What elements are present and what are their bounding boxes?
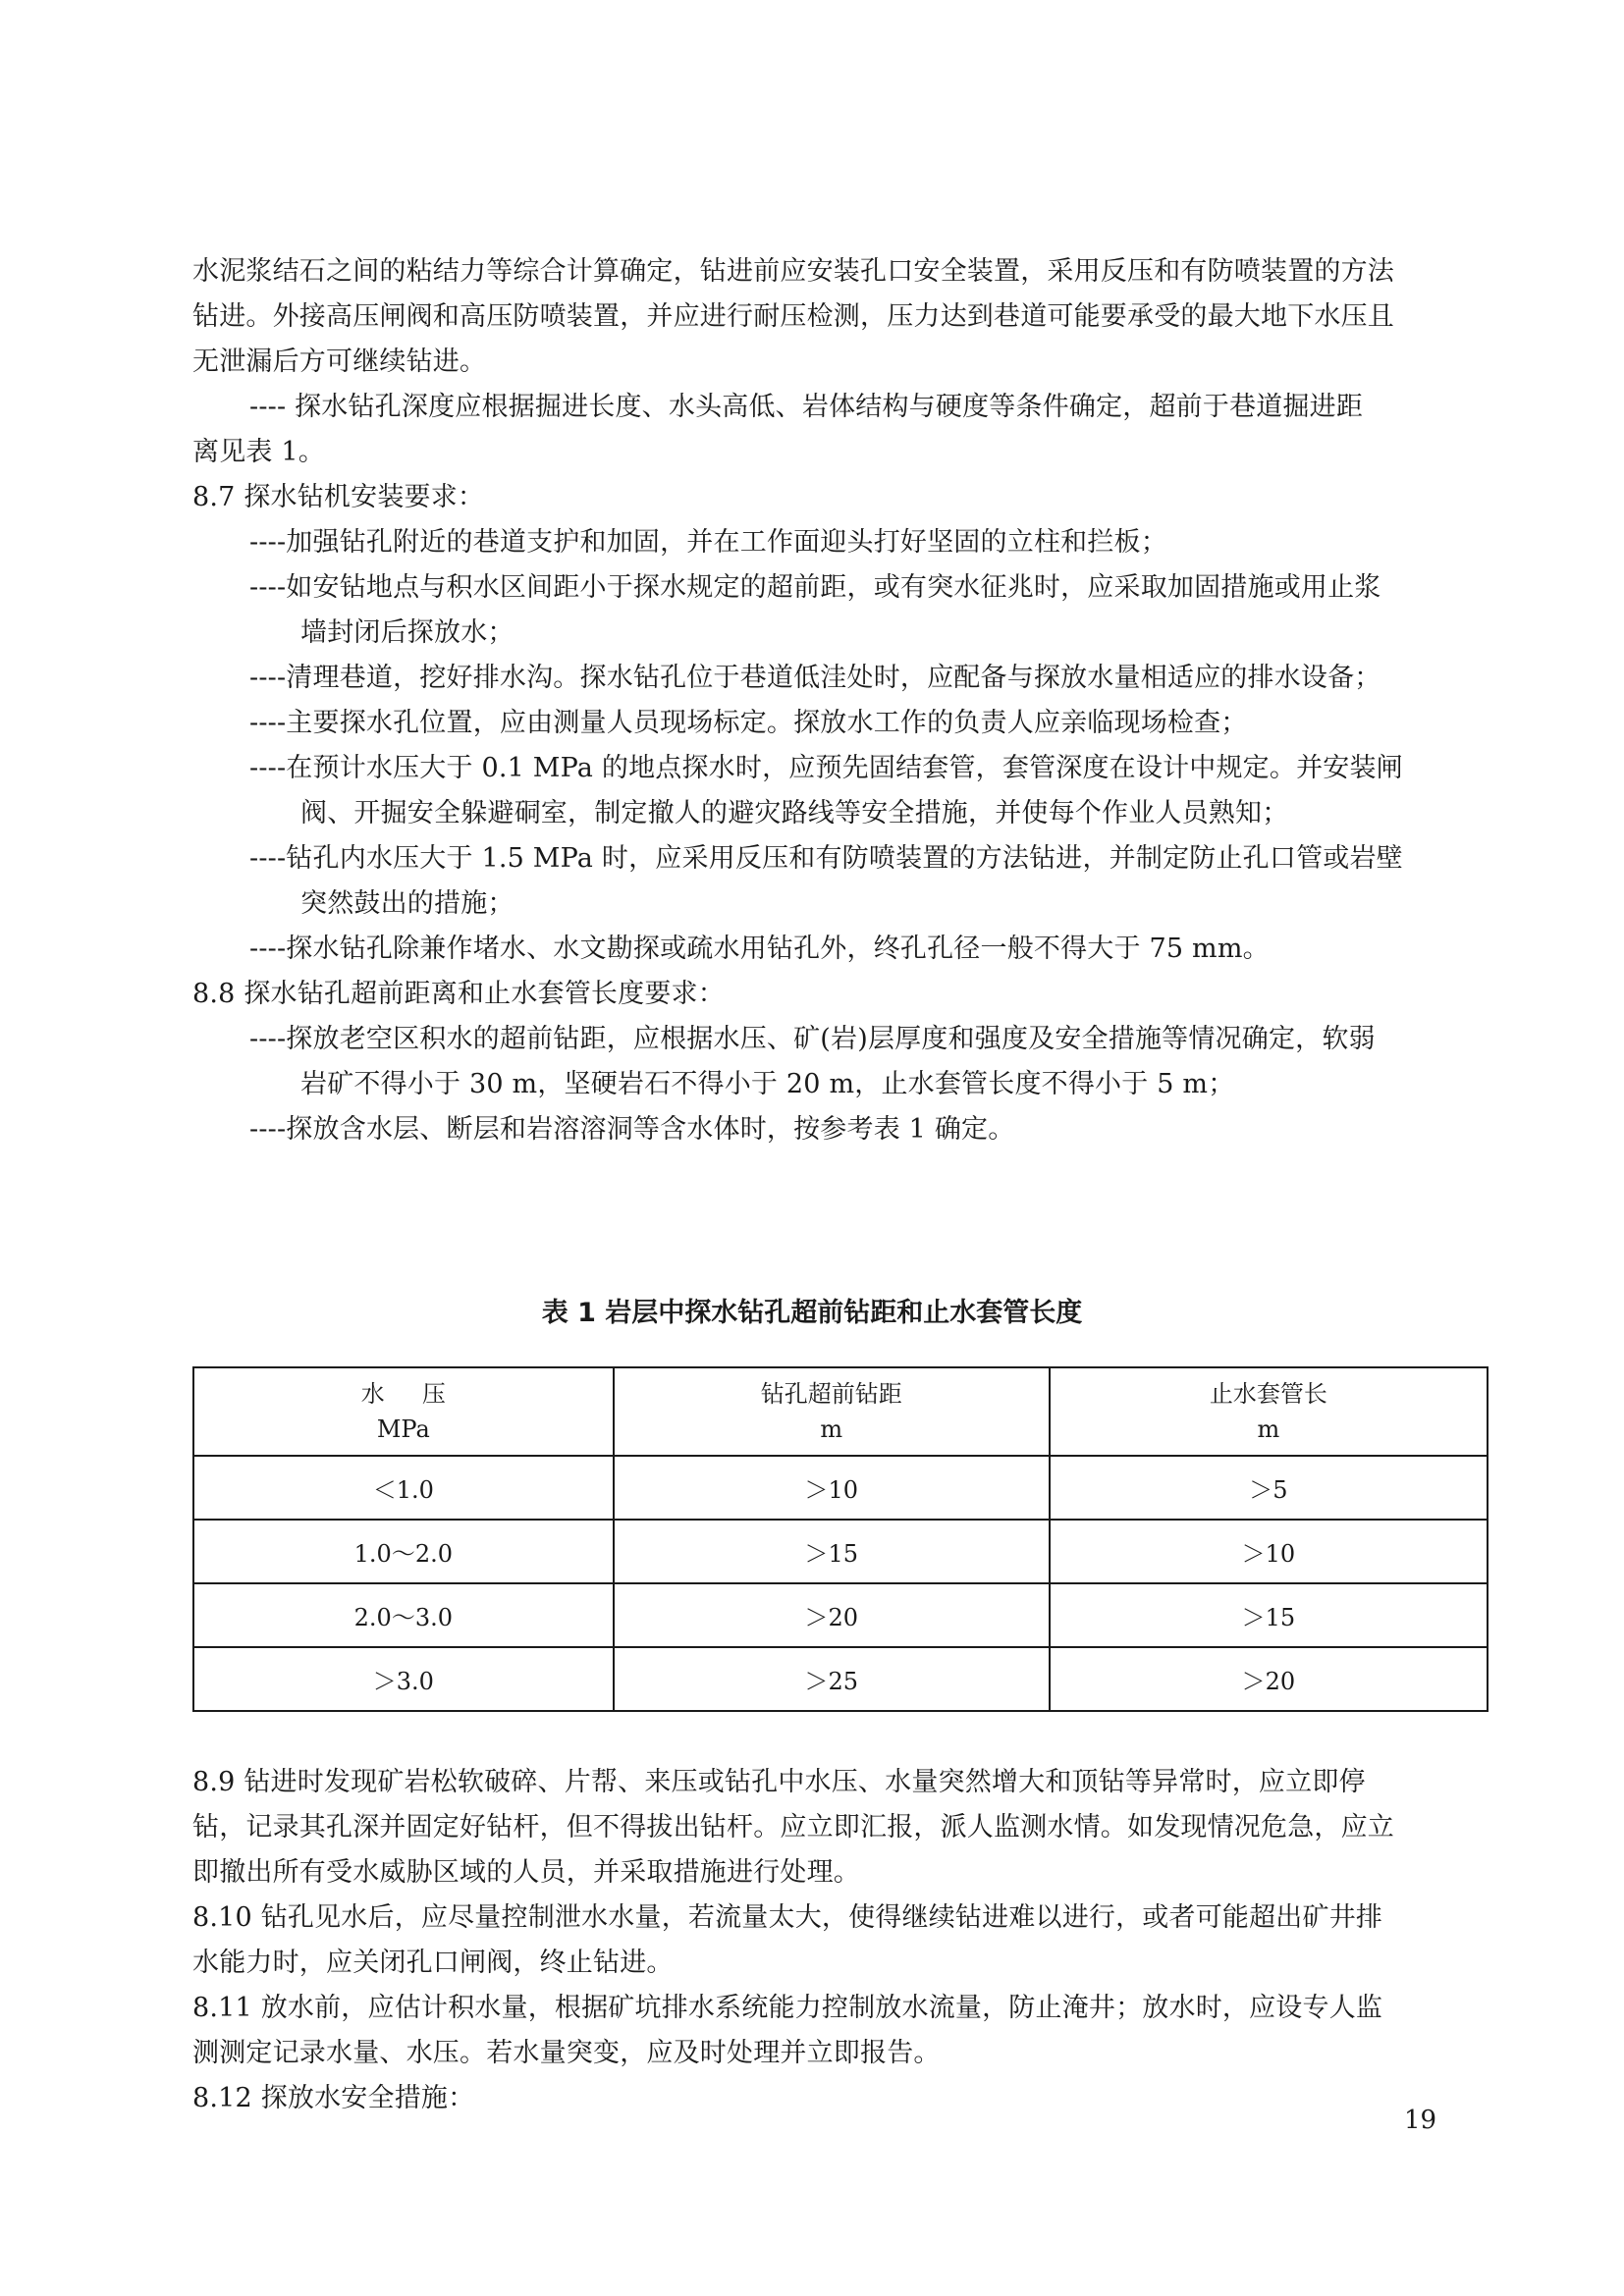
text-line: 离见表 1。 <box>192 437 325 467</box>
section-heading-8-9: 8.9 钻进时发现矿岩松软破碎、片帮、来压或钻孔中水压、水量突然增大和顶钻等异常时，应立即停 <box>192 1767 1366 1797</box>
text-line: 钻进。外接高压闸阀和高压防喷装置，并应进行耐压检测，压力达到巷道可能要承受的最大地下水压且 <box>192 301 1394 332</box>
header-advance-distance <box>614 1367 1050 1456</box>
header-name: 止水套管长 <box>1209 1380 1327 1408</box>
list-item: ----如安钻地点与积水区间距小于探水规定的超前距，或有突水征兆时，应采取加固措施或用止浆 <box>249 572 1381 603</box>
list-item-continuation: 墙封闭后探放水； <box>300 617 514 648</box>
text-line: ---- 探水钻孔深度应根据掘进长度、水头高低、岩体结构与硬度等条件确定，超前于巷道掘进距 <box>249 392 1364 422</box>
section-heading-8-7: 8.7 探水钻机安装要求： <box>192 482 485 512</box>
header-unit: m <box>1257 1415 1280 1443</box>
table-row <box>193 1583 1488 1647</box>
header-unit: MPa <box>376 1415 430 1443</box>
text-line: 水能力时，应关闭孔口闸阀，终止钻进。 <box>192 1948 674 1978</box>
table-cell: 1.0～2.0 <box>193 1520 614 1583</box>
page-number: 19 <box>1404 2106 1437 2135</box>
table-cell: ＞15 <box>1050 1583 1488 1647</box>
table-cell: ＞15 <box>614 1520 1050 1583</box>
header-name: 水 压 <box>360 1380 446 1408</box>
text-line: 测测定记录水量、水压。若水量突变，应及时处理并立即报告。 <box>192 2038 941 2068</box>
section-heading-8-8: 8.8 探水钻孔超前距离和止水套管长度要求： <box>192 979 725 1009</box>
text-line: 钻，记录其孔深并固定好钻杆，但不得拔出钻杆。应立即汇报，派人监测水情。如发现情况危急，应立 <box>192 1812 1394 1842</box>
table-row <box>193 1456 1488 1520</box>
drilling-table <box>192 1366 1489 1712</box>
table-cell: ＞25 <box>614 1647 1050 1711</box>
list-item: ----加强钻孔附近的巷道支护和加固，并在工作面迎头打好坚固的立柱和拦板； <box>249 527 1167 558</box>
list-item: ----探放老空区积水的超前钻距，应根据水压、矿(岩)层厚度和强度及安全措施等情况确定，软弱 <box>249 1024 1376 1054</box>
section-heading-8-11: 8.11 放水前，应估计积水量，根据矿坑排水系统能力控制放水流量，防止淹井；放水时，应设专人监 <box>192 1993 1383 2023</box>
table-cell: ＞5 <box>1050 1456 1488 1520</box>
section-heading-8-10: 8.10 钻孔见水后，应尽量控制泄水水量，若流量太大，使得继续钻进难以进行，或者可能超出矿井排 <box>192 1902 1383 1933</box>
list-item-continuation: 突然鼓出的措施； <box>300 888 514 919</box>
table-row <box>193 1520 1488 1583</box>
table-header-row <box>193 1367 1488 1456</box>
header-unit: m <box>820 1415 843 1443</box>
table-title: 表 1 岩层中探水钻孔超前钻距和止水套管长度 <box>541 1298 1083 1328</box>
header-name: 钻孔超前钻距 <box>760 1380 902 1408</box>
section-heading-8-12: 8.12 探放水安全措施： <box>192 2083 475 2113</box>
header-water-pressure <box>193 1367 614 1456</box>
table-cell: ＞20 <box>1050 1647 1488 1711</box>
table-cell: ＞20 <box>614 1583 1050 1647</box>
text-line: 即撤出所有受水威胁区域的人员，并采取措施进行处理。 <box>192 1857 860 1888</box>
list-item: ----主要探水孔位置，应由测量人员现场标定。探放水工作的负责人应亲临现场检查； <box>249 708 1248 738</box>
list-item: ----在预计水压大于 0.1 MPa 的地点探水时，应预先固结套管，套管深度在设计中规定。并安装闸 <box>249 753 1403 783</box>
table-cell: 2.0～3.0 <box>193 1583 614 1647</box>
list-item: ----钻孔内水压大于 1.5 MPa 时，应采用反压和有防喷装置的方法钻进，并制定防止孔口管或岩壁 <box>249 843 1403 874</box>
list-item: ----清理巷道，挖好排水沟。探水钻孔位于巷道低洼处时，应配备与探放水量相适应的排水设备； <box>249 663 1381 693</box>
text-line: 水泥浆结石之间的粘结力等综合计算确定，钻进前应安装孔口安全装置，采用反压和有防喷装置的方法 <box>192 256 1394 287</box>
text-line: 无泄漏后方可继续钻进。 <box>192 347 487 377</box>
table-cell: ＞3.0 <box>193 1647 614 1711</box>
table-cell: ＞10 <box>614 1456 1050 1520</box>
table-cell: ＜1.0 <box>193 1456 614 1520</box>
table-row <box>193 1647 1488 1711</box>
list-item-continuation: 阀、开掘安全躲避硐室，制定撤人的避灾路线等安全措施，并使每个作业人员熟知； <box>300 798 1289 828</box>
list-item: ----探放含水层、断层和岩溶溶洞等含水体时，按参考表 1 确定。 <box>249 1114 1015 1145</box>
list-item: ----探水钻孔除兼作堵水、水文勘探或疏水用钻孔外，终孔孔径一般不得大于 75 mm。 <box>249 934 1270 964</box>
header-casing-length <box>1050 1367 1488 1456</box>
list-item-continuation: 岩矿不得小于 30 m，坚硬岩石不得小于 20 m，止水套管长度不得小于 5 m； <box>300 1069 1235 1099</box>
table-cell: ＞10 <box>1050 1520 1488 1583</box>
